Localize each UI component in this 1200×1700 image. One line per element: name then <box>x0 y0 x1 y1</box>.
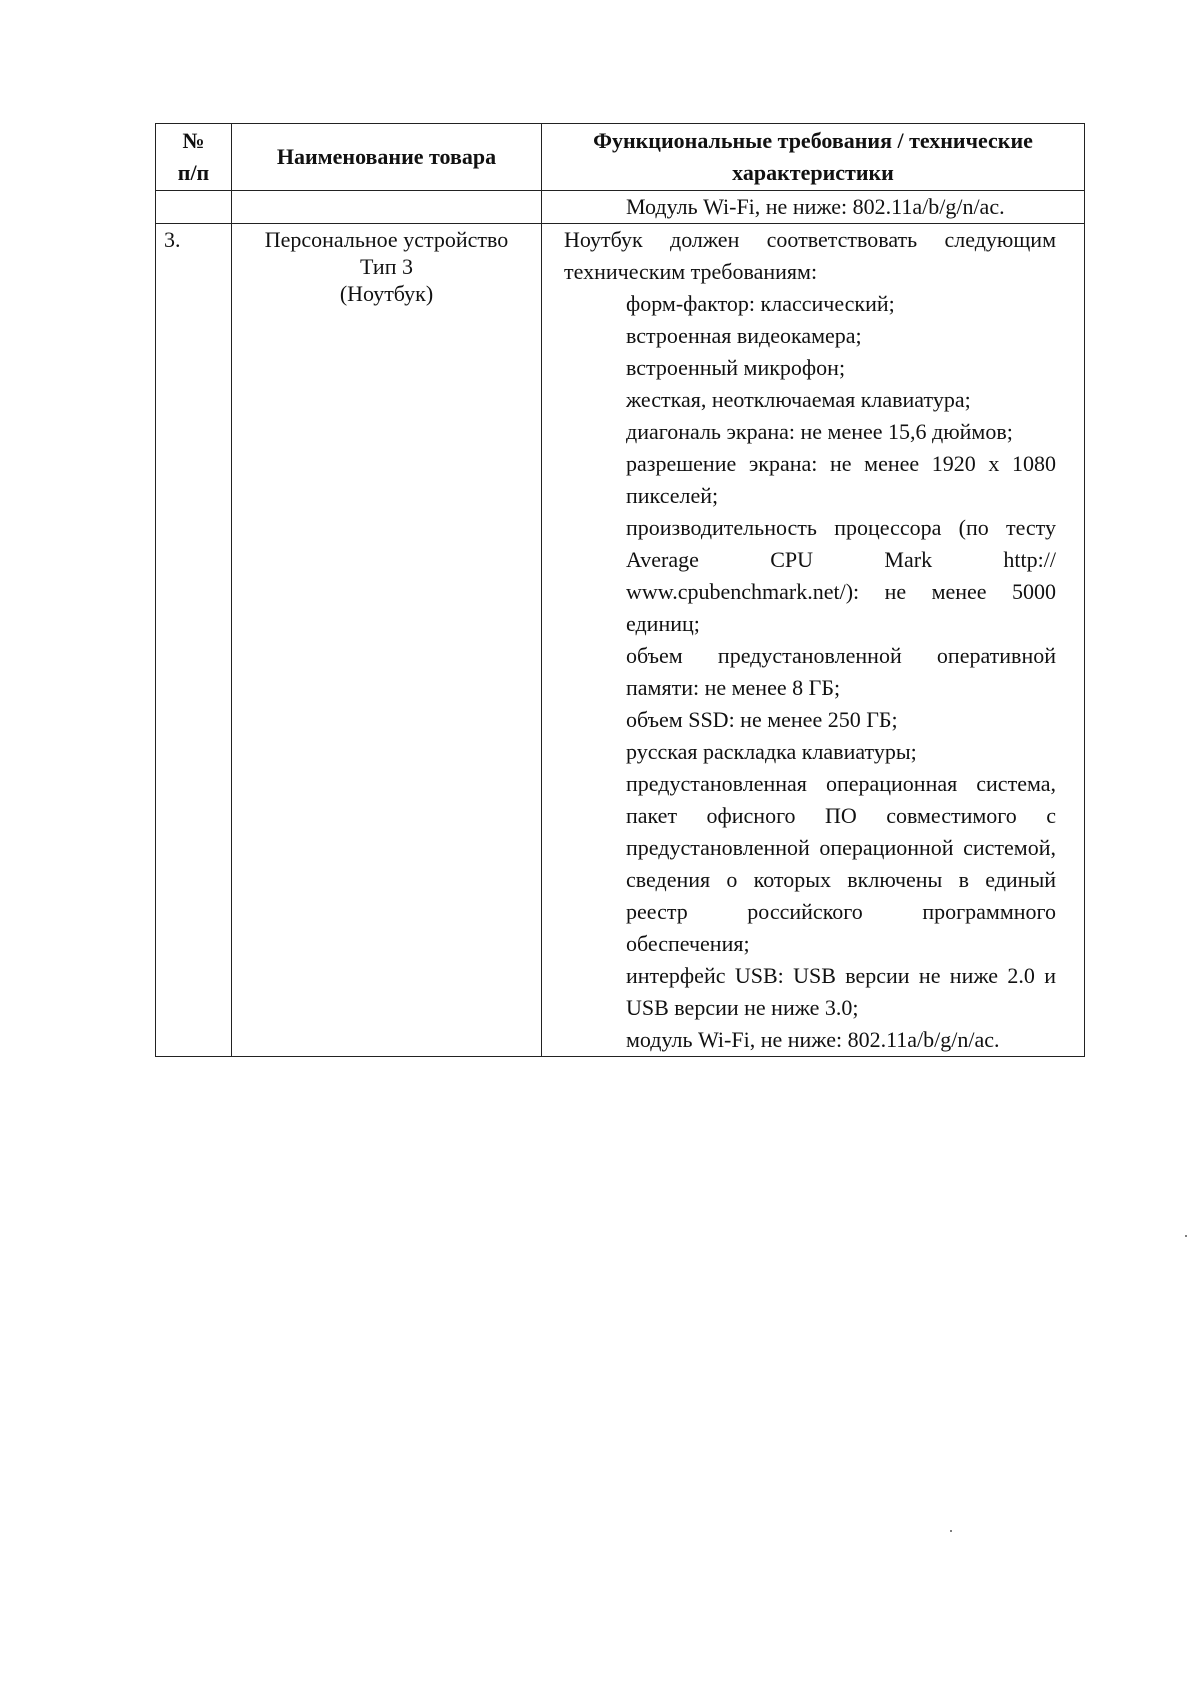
requirement-item: разрешение экрана: не менее 1920 x 1080 пикселей; <box>626 451 1056 508</box>
scan-speck <box>950 1530 952 1532</box>
cont-name-cell <box>232 191 542 224</box>
header-requirements-line2: характеристики <box>732 160 894 185</box>
item-name-cell <box>232 224 542 1057</box>
item-name-line2: Тип 3 <box>360 254 413 279</box>
requirement-item: встроенная видеокамера; <box>626 323 862 348</box>
specification-table <box>155 123 1085 1057</box>
requirement-item: объем предустановленной оперативной памяти: не менее 8 ГБ; <box>626 643 1056 700</box>
table-row-continuation <box>156 191 1085 224</box>
header-name <box>232 124 542 191</box>
table-row-item-3 <box>156 224 1085 1057</box>
requirements-list <box>564 288 1056 1056</box>
requirements-intro-line2: техническим требованиям: <box>564 259 818 284</box>
requirement-item: диагональ экрана: не менее 15,6 дюймов; <box>626 419 1013 444</box>
header-requirements-line1: Функциональные требования / технические <box>593 128 1033 153</box>
requirement-item: производительность процессора (по тесту Average CPU Mark http:// www.cpubenchmark.net/): не менее 5000 единиц; <box>626 515 1056 636</box>
item-name-line1: Персональное устройство <box>264 227 509 252</box>
scan-speck <box>1185 1235 1187 1237</box>
header-number-line2: п/п <box>177 160 210 185</box>
requirements-intro-line1: Ноутбук должен соответствовать следующим <box>564 227 1056 252</box>
table-header-row <box>156 124 1085 191</box>
item-requirements-cell <box>542 224 1085 1057</box>
requirement-item: встроенный микрофон; <box>626 355 846 380</box>
requirement-item: предустановленная операционная система, пакет офисного ПО совместимого с предустановленной операционной системой, сведения о которых включены в единый реестр российского программного обеспечения; <box>626 771 1056 956</box>
header-requirements <box>542 124 1085 191</box>
item-number-cell: 3. <box>156 224 232 1057</box>
requirement-item: объем SSD: не менее 250 ГБ; <box>626 707 898 732</box>
requirement-item: интерфейс USB: USB версии не ниже 2.0 и USB версии не ниже 3.0; <box>626 963 1056 1020</box>
requirement-item: русская раскладка клавиатуры; <box>626 739 917 764</box>
requirement-item: жесткая, неотключаемая клавиатура; <box>626 387 971 412</box>
requirement-item: форм-фактор: классический; <box>626 291 895 316</box>
header-number <box>156 124 232 191</box>
cont-number-cell <box>156 191 232 224</box>
header-name-text: Наименование товара <box>276 144 497 169</box>
cont-requirements-cell: Модуль Wi-Fi, не ниже: 802.11a/b/g/n/ac. <box>542 191 1085 224</box>
requirement-item: модуль Wi-Fi, не ниже: 802.11a/b/g/n/ac. <box>626 1027 1000 1052</box>
item-name-line3: (Ноутбук) <box>339 281 434 306</box>
header-number-line1: № <box>182 128 205 153</box>
